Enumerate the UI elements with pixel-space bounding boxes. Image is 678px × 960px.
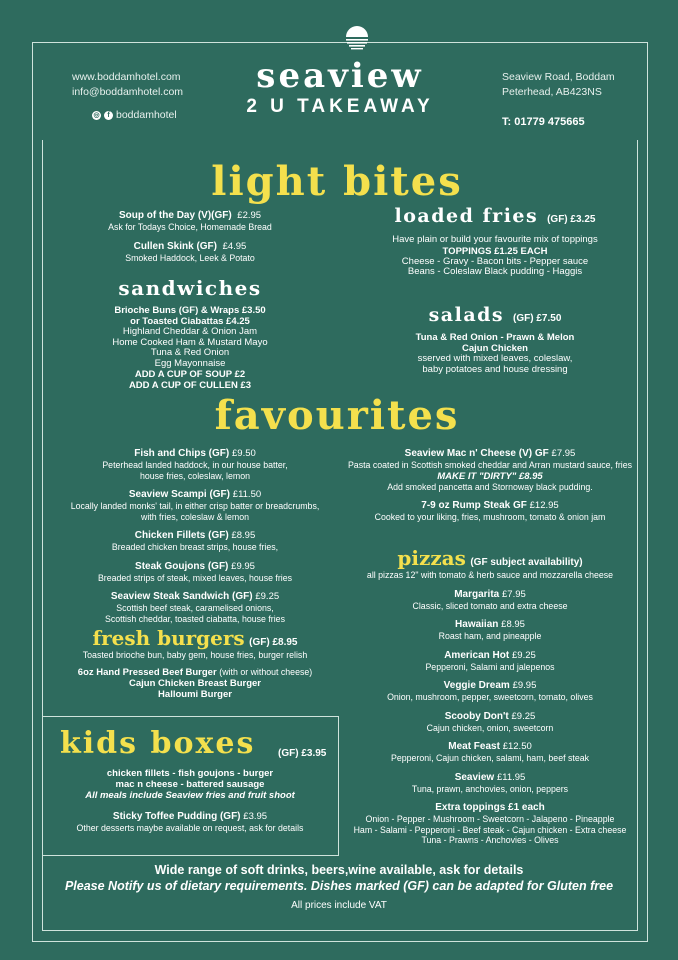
item-name: Steak Goujons (GF) bbox=[135, 560, 229, 572]
kids-note: All meals include Seaview fries and fruit shoot bbox=[85, 790, 295, 801]
menu-item bbox=[340, 680, 640, 703]
item-desc: with fries, coleslaw & lemon bbox=[140, 511, 250, 522]
menu-item bbox=[50, 591, 340, 624]
item-name: Seaview Scampi (GF) bbox=[128, 489, 230, 500]
item-name: Seaview Steak Sandwich (GF) bbox=[110, 591, 253, 602]
email-link[interactable]: info@boddamhotel.com bbox=[72, 86, 184, 98]
item-name: Fish and Chips (GF) bbox=[134, 448, 230, 459]
dessert-name: Sticky Toffee Pudding (GF) bbox=[112, 811, 241, 822]
kids-list bbox=[52, 768, 328, 834]
item-desc: Onion, mushroom, pepper, sweetcorn, tomato, olives bbox=[387, 692, 593, 702]
item-price: £9.95 bbox=[231, 560, 255, 572]
item-name: American Hot bbox=[444, 649, 510, 661]
item-name: Chicken Fillets (GF) bbox=[134, 530, 229, 541]
pizzas-section bbox=[340, 546, 640, 846]
brand-logo bbox=[200, 58, 480, 118]
sandwiches-heading: sandwiches bbox=[118, 276, 262, 300]
address-block bbox=[502, 70, 615, 100]
item-price: £12.95 bbox=[529, 500, 559, 511]
phone-number[interactable]: T: 01779 475665 bbox=[502, 116, 585, 128]
item-desc: Locally landed monks' tail, in either crisp batter or breadcrumbs, bbox=[70, 501, 320, 511]
footer-vat-note: All prices include VAT bbox=[291, 900, 387, 911]
item-desc: Pepperoni, Salami and jalepenos bbox=[425, 661, 555, 672]
burger-note: (with or without cheese) bbox=[219, 666, 313, 677]
item-desc: house fries, coleslaw, lemon bbox=[139, 470, 251, 481]
item-desc: Classic, sliced tomato and extra cheese bbox=[412, 600, 568, 611]
menu-item bbox=[60, 241, 320, 264]
loaded-fries-section bbox=[360, 205, 630, 278]
item-desc: Roast ham, and pineapple bbox=[438, 631, 542, 641]
sandwiches-list bbox=[60, 305, 320, 391]
item-desc: Peterhead landed haddock, in our house batter, bbox=[102, 460, 288, 470]
extra-toppings-line: Onion - Pepper - Mushroom - Sweetcorn - Jalapeno - Pineapple bbox=[365, 814, 615, 824]
dessert-note: Other desserts maybe available on request, ask for details bbox=[76, 823, 304, 833]
pizzas-heading: pizzas bbox=[397, 546, 466, 570]
item-price: £7.95 bbox=[551, 448, 576, 459]
address-line-2: Peterhead, AB423NS bbox=[502, 86, 602, 98]
sandwich-addon: ADD A CUP OF CULLEN £3 bbox=[128, 380, 252, 391]
pizzas-note: all pizzas 12" with tomato & herb sauce and mozzarella cheese bbox=[366, 570, 614, 580]
brand-name: seaview bbox=[256, 56, 424, 96]
burger-option: Halloumi Burger bbox=[158, 688, 232, 700]
item-price: £8.95 bbox=[501, 619, 525, 630]
brand-subtitle: 2 U TAKEAWAY bbox=[246, 96, 434, 117]
sunset-logo-icon bbox=[343, 24, 371, 50]
item-desc: Tuna, prawn, anchovies, onion, peppers bbox=[411, 783, 569, 794]
sandwich-price-line: or Toasted Ciabattas £4.25 bbox=[130, 316, 250, 327]
menu-item bbox=[50, 561, 340, 584]
favourites-right-list bbox=[340, 448, 640, 531]
item-price: £9.25 bbox=[511, 710, 536, 722]
footer bbox=[42, 862, 636, 911]
item-name: Cullen Skink (GF) bbox=[133, 240, 217, 252]
item-desc: Cajun chicken, onion, sweetcorn bbox=[426, 722, 554, 733]
item-price: £9.95 bbox=[512, 680, 537, 691]
sandwich-filling: Egg Mayonnaise bbox=[154, 357, 226, 369]
extra-toppings-line: Tuna - Prawns - Anchovies - Olives bbox=[421, 835, 559, 845]
item-desc: Pasta coated in Scottish smoked cheddar and Arran mustard sauce, fries bbox=[347, 460, 633, 470]
burgers-section bbox=[50, 626, 340, 700]
salad-option: Tuna & Red Onion - Prawn & Melon bbox=[415, 332, 575, 343]
item-desc: Cooked to your liking, fries, mushroom, tomato & onion jam bbox=[374, 512, 606, 522]
burger-option: Cajun Chicken Breast Burger bbox=[129, 677, 261, 689]
item-price: £7.95 bbox=[502, 588, 526, 600]
contact-block bbox=[72, 70, 183, 123]
menu-item bbox=[340, 619, 640, 642]
sandwich-filling: Home Cooked Ham & Mustard Mayo bbox=[112, 336, 268, 348]
burger-option: 6oz Hand Pressed Beef Burger bbox=[77, 666, 217, 678]
dessert-price: £3.95 bbox=[243, 811, 268, 822]
item-desc: Smoked Haddock, Leek & Potato bbox=[125, 252, 255, 263]
item-name: Scooby Don't bbox=[444, 710, 509, 722]
pizzas-subtitle: (GF subject availability) bbox=[470, 557, 583, 568]
sandwich-filling: Highland Cheddar & Onion Jam bbox=[122, 326, 258, 337]
website-link[interactable]: www.boddamhotel.com bbox=[72, 71, 181, 83]
social-row[interactable] bbox=[72, 108, 183, 123]
menu-item bbox=[50, 530, 340, 553]
item-desc: Breaded strips of steak, mixed leaves, house fries bbox=[97, 572, 293, 583]
loaded-fries-price: (GF) £3.25 bbox=[547, 214, 596, 225]
salads-price: (GF) £7.50 bbox=[513, 313, 562, 324]
menu-item bbox=[340, 448, 640, 492]
toppings-price: TOPPINGS £1.25 EACH bbox=[442, 245, 548, 257]
item-name: Meat Feast bbox=[448, 741, 500, 752]
social-handle: boddamhotel bbox=[116, 109, 177, 121]
salads-heading: salads bbox=[428, 304, 505, 326]
item-price: £11.50 bbox=[232, 489, 262, 500]
item-name: Soup of the Day (V)(GF) bbox=[118, 210, 232, 221]
menu-item bbox=[340, 772, 640, 795]
menu-item bbox=[340, 711, 640, 734]
sandwich-filling: Tuna & Red Onion bbox=[150, 347, 230, 358]
kids-heading: kids boxes bbox=[60, 726, 256, 761]
item-upgrade: MAKE IT "DIRTY" £8.95 bbox=[437, 470, 543, 482]
salad-desc: baby potatoes and house dressing bbox=[422, 363, 568, 375]
burgers-desc: Toasted brioche bun, baby gem, house fries, burger relish bbox=[82, 650, 308, 660]
item-desc: Ask for Todays Choice, Homemade Bread bbox=[108, 222, 272, 232]
menu-item bbox=[50, 489, 340, 522]
salads-section bbox=[360, 304, 630, 375]
topping-line: Cheese - Gravy - Bacon bits - Pepper sauce bbox=[401, 255, 589, 267]
extra-toppings-title: Extra toppings £1 each bbox=[435, 802, 545, 813]
item-name: Veggie Dream bbox=[443, 680, 510, 691]
menu-item bbox=[60, 210, 320, 233]
salad-desc: sserved with mixed leaves, coleslaw, bbox=[417, 353, 573, 364]
sandwich-price-line: Brioche Buns (GF) & Wraps £3.50 bbox=[114, 305, 266, 316]
favourites-heading: favourites bbox=[214, 392, 460, 439]
facebook-icon: f bbox=[104, 111, 113, 120]
topping-line: Beans - Coleslaw Black pudding - Haggis bbox=[407, 266, 583, 277]
light-bites-list bbox=[60, 210, 320, 271]
item-price: £9.50 bbox=[232, 448, 256, 459]
extra-toppings-line: Ham - Salami - Pepperoni - Beef steak - Cajun chicken - Extra cheese bbox=[353, 824, 627, 835]
burgers-heading: fresh burgers bbox=[92, 626, 245, 650]
light-bites-heading: light bites bbox=[211, 158, 463, 205]
kids-option: chicken fillets - fish goujons - burger bbox=[106, 768, 274, 779]
footer-dietary-note: Please Notify us of dietary requirements. Dishes marked (GF) can be adapted for Gluten free bbox=[64, 879, 614, 893]
loaded-fries-desc: Have plain or build your favourite mix of toppings bbox=[392, 234, 598, 245]
menu-item bbox=[340, 500, 640, 523]
item-name: Seaview Mac n' Cheese (V) GF bbox=[404, 448, 549, 459]
loaded-fries-heading: loaded fries bbox=[394, 205, 539, 227]
item-desc: Add smoked pancetta and Stornoway black pudding. bbox=[387, 481, 593, 492]
item-desc: Pepperoni, Cajun chicken, salami, ham, beef steak bbox=[390, 753, 590, 763]
favourites-left-list bbox=[50, 448, 340, 632]
item-name: 7-9 oz Rump Steak GF bbox=[421, 500, 527, 511]
menu-item bbox=[340, 589, 640, 612]
salad-option: Cajun Chicken bbox=[462, 343, 528, 354]
item-price: £4.95 bbox=[222, 240, 247, 252]
item-desc: Scottish beef steak, caramelised onions, bbox=[116, 603, 274, 613]
item-name: Seaview bbox=[454, 771, 495, 783]
menu-item bbox=[340, 650, 640, 673]
item-price: £9.25 bbox=[255, 591, 280, 602]
burgers-price: (GF) £8.95 bbox=[249, 637, 298, 648]
address-line-1: Seaview Road, Boddam bbox=[502, 71, 615, 83]
kids-heading-row bbox=[60, 726, 340, 761]
sandwich-addon: ADD A CUP OF SOUP £2 bbox=[134, 369, 246, 380]
menu-item bbox=[50, 448, 340, 481]
extra-toppings bbox=[340, 802, 640, 846]
item-price: £11.95 bbox=[496, 771, 526, 783]
item-price: £8.95 bbox=[231, 530, 256, 541]
item-price: £12.50 bbox=[502, 741, 532, 752]
instagram-icon: ◎ bbox=[93, 112, 100, 119]
item-name: Hawaiian bbox=[455, 619, 499, 630]
kids-price: (GF) £3.95 bbox=[278, 748, 327, 759]
kids-option: mac n cheese - battered sausage bbox=[115, 779, 265, 790]
item-price: £9.25 bbox=[512, 649, 536, 661]
item-desc: Scottish cheddar, toasted ciabatta, house fries bbox=[105, 613, 285, 624]
footer-drinks-note: Wide range of soft drinks, beers,wine available, ask for details bbox=[154, 863, 524, 877]
menu-item bbox=[340, 741, 640, 764]
item-price: £2.95 bbox=[237, 210, 262, 221]
item-name: Margarita bbox=[454, 588, 500, 600]
item-desc: Breaded chicken breast strips, house fries, bbox=[111, 542, 279, 552]
